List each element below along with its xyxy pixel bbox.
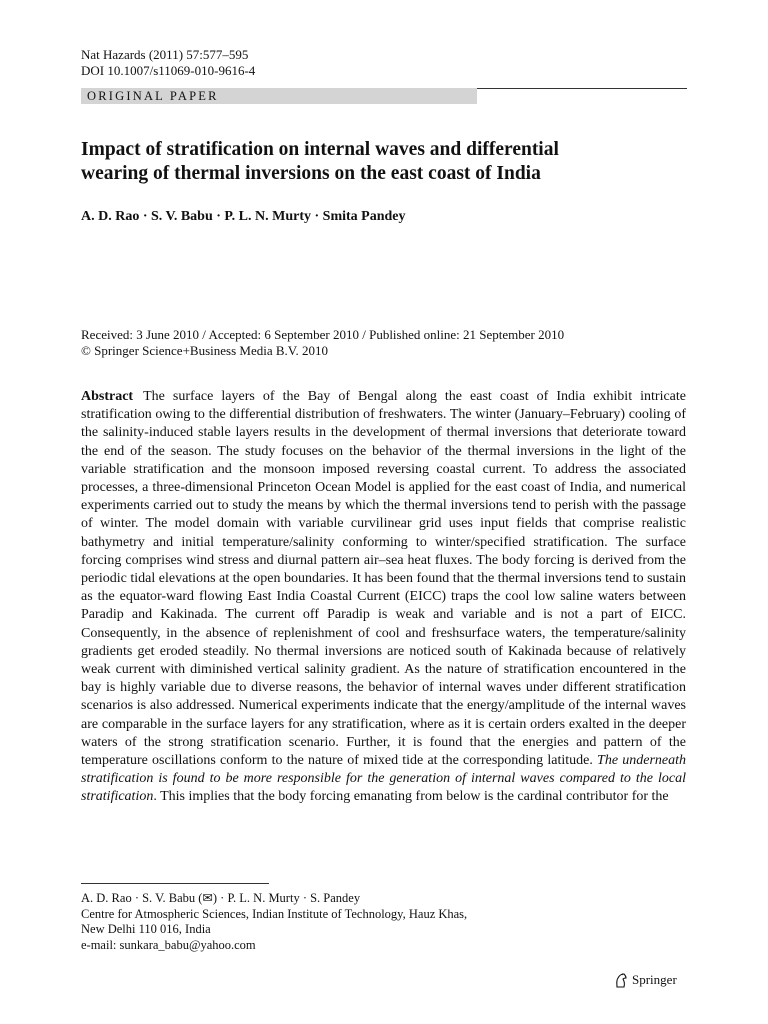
springer-horse-icon <box>614 973 628 988</box>
publisher-logo <box>614 972 677 988</box>
abstract-italic-text: The underneath stratification is found to be more responsible for the generation of internal waves compared to the local stratification <box>81 753 687 805</box>
abstract-text-end: . This implies that the body forcing emanating from below is the cardinal contributor for the <box>153 789 669 805</box>
paper-title <box>81 138 701 186</box>
abstract <box>81 388 686 807</box>
header-rule <box>477 88 687 89</box>
title-line-1: Impact of stratification on internal waves and differential <box>81 139 559 160</box>
abstract-label: Abstract <box>81 389 134 404</box>
article-type-banner <box>81 88 477 104</box>
footnote-authors: A. D. Rao · S. V. Babu (✉) · P. L. N. Murty · S. Pandey <box>81 891 361 905</box>
footnote-email: e-mail: sunkara_babu@yahoo.com <box>81 937 256 952</box>
footnote-rule <box>81 883 269 884</box>
publisher-name: Springer <box>632 972 677 987</box>
journal-citation: Nat Hazards (2011) 57:577–595 <box>81 47 249 62</box>
doi: DOI 10.1007/s11069-010-9616-4 <box>81 63 256 78</box>
journal-header <box>81 47 255 79</box>
article-type-label: ORIGINAL PAPER <box>87 89 219 103</box>
publication-history <box>81 327 564 359</box>
abstract-text: The surface layers of the Bay of Bengal along the east coast of India exhibit intricate stratification owing to the differential distribution of freshwaters. The winter (January–February) cooling of the salinity-induced stable layers results in the development of thermal inversions that deteriorate toward the end of the season. The study focuses on the behavior of the thermal inversions in the light of the variable stratification and the monsoon imposed reversing coastal current. To address the associated processes, a three-dimensional Princeton Ocean Model is applied for the east coast of India, and numerical experiments carried out to study the means by which the thermal inversions tend to perish with the passage of winter. The model domain with variable curvilinear grid uses input fields that comprise realistic bathymetry and initial temperature/salinity conforming to winter/specified stratification. The surface forcing comprises wind stress and diurnal pattern air–sea heat fluxes. The body forcing is derived from the periodic tidal elevations at the open boundaries. It has been found that the thermal inversions tend to sustain as the equator-ward flowing East India Coastal Current (EICC) traps the cool low saline waters between Paradip and Kakinada. The current off Paradip is weak and variable and is not a part of EICC. Consequently, in the absence of replenishment of cool and freshsurface waters, the temperature/salinity gradients get eroded steadily. No thermal inversions are noticed south of Kakinada because of relatively weak current with diminished vertical salinity gradient. As the nature of stratification encountered in the bay is highly variable due to diverse reasons, the behavior of internal waves under different stratification scenarios is also addressed. Numerical experiments indicate that the energy/amplitude of the internal waves are comparable in the surface layers for any stratification, where as it is certain orders exalted in the deeper waters of the strong stratification scenario. Further, it is found that the energies and pattern of the temperature oscillations conform to the nature of mixed tide at the corresponding latitude. <box>81 389 686 769</box>
title-line-2: wearing of thermal inversions on the east coast of India <box>81 163 541 184</box>
footnote-city: New Delhi 110 016, India <box>81 922 211 936</box>
dates-line: Received: 3 June 2010 / Accepted: 6 September 2010 / Published online: 21 September 2010 <box>81 327 565 342</box>
copyright-line: © Springer Science+Business Media B.V. 2010 <box>81 343 328 358</box>
author-footnote <box>81 891 467 953</box>
footnote-affiliation: Centre for Atmospheric Sciences, Indian Institute of Technology, Hauz Khas, <box>81 906 468 921</box>
author-list: A. D. Rao · S. V. Babu · P. L. N. Murty · Smita Pandey <box>81 209 406 224</box>
